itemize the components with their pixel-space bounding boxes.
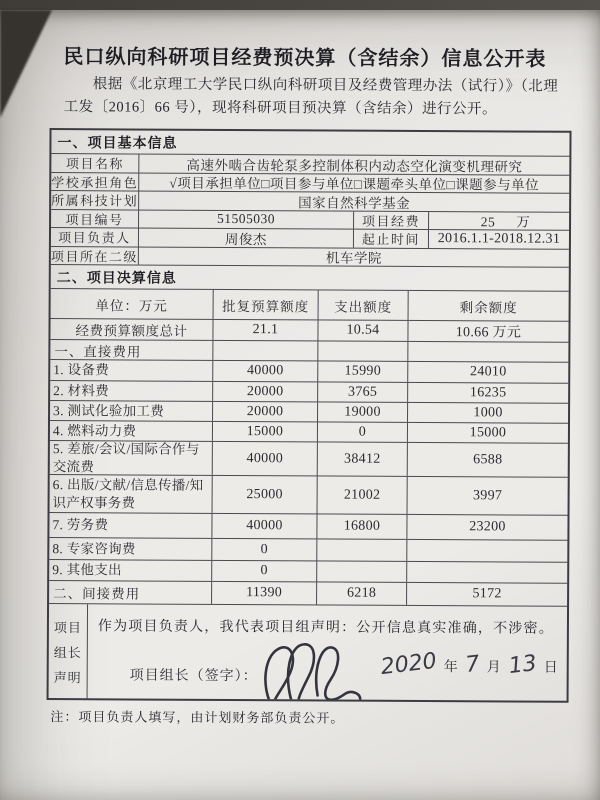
declaration-side-line: 项目 <box>53 619 82 635</box>
budget-row-remaining: 3997 <box>407 477 568 515</box>
period-value: 2016.1.1-2018.12.31 <box>428 230 569 248</box>
section-basic-info-title: 一、项目基本信息 <box>57 133 178 151</box>
project-leader-label: 项目负责人 <box>58 230 131 246</box>
direct-costs-header-row <box>50 339 568 362</box>
budget-row-approved: 40000 <box>212 442 317 476</box>
signature-field-label: 项目组长（签字）： <box>129 668 258 685</box>
budget-row-spent: 3765 <box>317 382 407 401</box>
direct-costs-header: 一、直接费用 <box>54 343 142 360</box>
sci-plan-value: 国家自然科学基金 <box>138 192 569 212</box>
budget-row-spent: 0 <box>317 422 407 441</box>
budget-total-remaining: 10.66 万元 <box>407 321 568 342</box>
budget-row-spent: 15990 <box>317 361 407 381</box>
funds-unit: 万 <box>516 214 531 230</box>
budget-row-travel-conference <box>50 440 568 477</box>
budget-row-remaining: 16235 <box>407 383 568 403</box>
declaration-body <box>87 604 567 701</box>
empty-cell <box>407 342 568 362</box>
budget-row-approved: 40000 <box>211 514 316 539</box>
project-funds-value <box>428 212 569 230</box>
declaration-statement: 作为项目负责人，我代表项目组声明：公开信息真实准确，不涉密。 <box>97 619 554 637</box>
sci-plan-label: 所属科技计划 <box>51 193 139 209</box>
handwritten-date <box>379 648 559 681</box>
budget-row-approved: 0 <box>211 561 316 582</box>
empty-cell <box>212 341 317 361</box>
date-day-suffix: 日 <box>543 660 559 676</box>
budget-row-spent: 16800 <box>316 514 406 538</box>
indirect-costs-label: 二、间接费用 <box>53 586 141 602</box>
budget-row-other <box>49 559 567 583</box>
date-month: 7 <box>464 651 482 679</box>
settlement-column-header-row <box>51 288 569 321</box>
budget-row-remaining: 15000 <box>407 423 568 443</box>
section-basic-info-header-row <box>51 130 569 156</box>
photo-corner-shadow <box>0 10 52 118</box>
col-header-approved: 批复预算额度 <box>213 290 318 320</box>
budget-row-label: 1. 设备费 <box>53 362 110 378</box>
date-month-suffix: 月 <box>486 660 502 676</box>
budget-total-row <box>50 318 568 342</box>
row-project-name <box>51 153 569 174</box>
row-school-role <box>51 172 569 193</box>
empty-cell <box>317 341 407 360</box>
budget-row-remaining: 6588 <box>407 443 568 477</box>
budget-row-remaining <box>406 562 567 583</box>
budget-row-expert-consulting <box>49 537 567 562</box>
intro-paragraph: 根据《北京理工大学民口纵向科研项目及经费管理办法（试行）》（北理工发〔2016〕66 号），现将科研项目预决算（含结余）进行公开。 <box>63 76 559 118</box>
budget-total-approved: 21.1 <box>212 320 317 341</box>
budget-row-remaining: 1000 <box>407 403 568 423</box>
declaration-row <box>49 603 567 701</box>
budget-row-spent <box>316 561 406 581</box>
budget-total-label: 经费预算额度总计 <box>75 323 188 339</box>
department-label: 项目所在二级 <box>50 248 138 265</box>
date-year-suffix: 年 <box>443 660 459 676</box>
budget-row-label: 2. 材料费 <box>53 382 110 399</box>
date-year: 2020 <box>379 648 439 681</box>
budget-row-label: 6. 出版/文献/信息传播/知识产权事务费 <box>52 477 204 511</box>
budget-row-label: 3. 测试化验加工费 <box>53 402 165 419</box>
budget-row-label: 7. 劳务费 <box>52 517 109 533</box>
budget-row-approved: 40000 <box>212 361 317 382</box>
budget-row-remaining: 24010 <box>407 362 568 383</box>
budget-row-equipment <box>50 359 568 383</box>
indirect-spent: 6218 <box>316 582 406 604</box>
page-title: 民口纵向科研项目经费预决算（含结余）信息公开表 <box>63 46 547 71</box>
date-day: 13 <box>507 650 539 680</box>
project-number-value: 51505030 <box>138 210 353 229</box>
budget-row-remaining: 23200 <box>406 515 567 540</box>
school-role-label: 学校承担角色 <box>51 174 139 191</box>
indirect-remaining: 5172 <box>406 583 567 606</box>
footnote: 注：项目负责人填写，由计划财务部负责公开。 <box>50 709 345 726</box>
project-funds-label: 项目经费 <box>353 211 428 229</box>
budget-row-materials <box>50 380 568 403</box>
row-department <box>51 246 569 267</box>
budget-row-labor <box>49 512 567 540</box>
budget-row-approved: 25000 <box>212 476 317 514</box>
period-label: 起止时间 <box>353 230 428 248</box>
budget-row-label: 5. 差旅/会议/国际合作与交流费 <box>52 441 200 474</box>
budget-row-remaining <box>406 540 567 562</box>
col-header-spent: 支出额度 <box>318 290 408 319</box>
funds-number: 25 <box>468 214 509 230</box>
budget-row-approved: 20000 <box>212 402 317 422</box>
row-project-leader <box>51 227 569 248</box>
indirect-approved: 11390 <box>211 582 316 605</box>
budget-row-approved: 0 <box>211 539 316 561</box>
form-table <box>47 128 572 703</box>
section-settlement-header-row <box>51 264 569 291</box>
budget-row-label: 8. 专家咨询费 <box>52 540 136 557</box>
col-header-remaining: 剩余额度 <box>408 291 569 321</box>
budget-row-spent: 38412 <box>317 442 407 475</box>
project-name-label: 项目名称 <box>65 156 124 172</box>
col-header-unit: 单位：万元 <box>95 297 168 314</box>
handwritten-signature <box>255 635 385 701</box>
row-project-number <box>51 209 569 230</box>
budget-row-testing <box>50 400 568 423</box>
budget-row-approved: 20000 <box>212 382 317 402</box>
budget-total-spent: 10.54 <box>317 320 407 340</box>
declaration-side-line: 声明 <box>53 669 82 685</box>
budget-row-spent <box>316 539 406 560</box>
declaration-side-line: 组长 <box>53 644 82 660</box>
department-value: 机车学院 <box>138 247 569 267</box>
budget-row-spent: 19000 <box>317 402 407 421</box>
project-name-value: 高速外啮合齿轮泵多控制体积内动态空化演变机理研究 <box>138 155 569 175</box>
section-settlement-title: 二、项目决算信息 <box>56 268 177 286</box>
budget-row-publication-ip <box>50 474 568 515</box>
document-content <box>0 40 600 728</box>
budget-row-label: 4. 燃料动力费 <box>52 422 137 439</box>
budget-row-spent: 21002 <box>317 476 407 513</box>
project-leader-value: 周俊杰 <box>138 229 353 248</box>
school-role-checkboxes: √项目承担单位□项目参与单位□课题牵头单位□课题参与单位 <box>138 173 569 193</box>
declaration-side-label <box>49 604 87 698</box>
project-number-label: 项目编号 <box>65 211 124 228</box>
budget-row-label: 9. 其他支出 <box>52 562 122 578</box>
row-sci-plan <box>51 190 569 211</box>
budget-row-indirect <box>49 580 567 606</box>
paper-sheet <box>0 10 600 800</box>
budget-row-approved: 15000 <box>212 422 317 442</box>
budget-row-fuel-power <box>50 420 568 443</box>
project-funds-amount <box>468 212 531 230</box>
